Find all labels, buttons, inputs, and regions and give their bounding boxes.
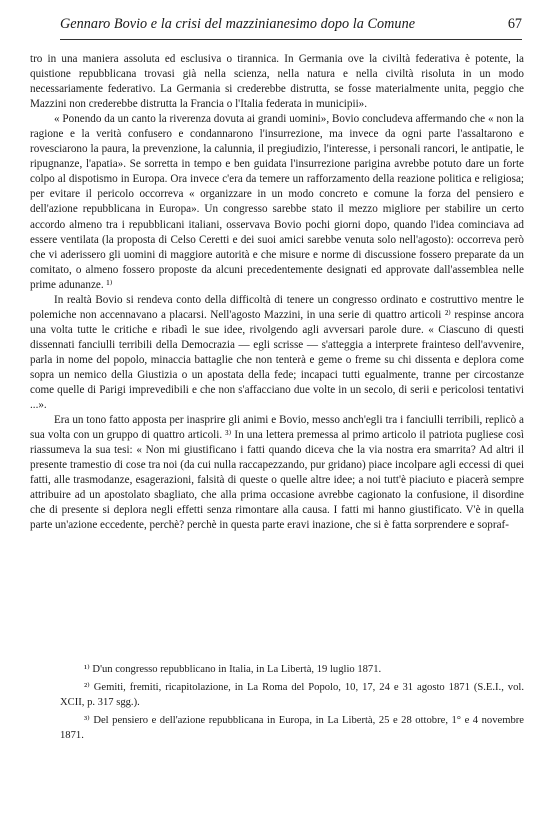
footnote-3: ³⁾ Del pensiero e dell'azione repubblicana in Europa, in La Libertà, 25 e 28 ottobre, 1° e 4 novembre 1871. xyxy=(60,714,524,741)
footnote-2: ²⁾ Gemiti, fremiti, ricapitolazione, in La Roma del Popolo, 10, 17, 24 e 31 agosto 1871 (S.E.I., vol. XCII, p. 317 sgg.). xyxy=(60,681,524,708)
paragraph-continuation: tro in una maniera assoluta ed esclusiva o tirannica. In Germania ove la civiltà federativa è potente, la quistione repubblicana trovasi già nella scienza, nella natura e nella civiltà risoluta in un modo necessariamente federativo. La Germania si crederebbe distrutta, se fosse materialmente unita, peggio che Mazzini non crederebbe distrutta la Francia o l'Italia federata in municipii». xyxy=(30,53,524,111)
page-number: 67 xyxy=(507,16,522,32)
paragraph: « Ponendo da un canto la riverenza dovuta ai grandi uomini», Bovio concludeva affermando che « non la ragione e la verità confusero e condannarono l'insurrezione, ma invece da ogni parte l'assaltarono e rovesciarono la paura, la prevenzione, la calunnia, il pregiudizio, l'interesse, i personali rancori, le antipatie, le ripugnanze, l'apatia». Se sorretta in tempo e ben guidata l'insurrezione parigina avrebbe potuto dare un forte colpo al dispotismo in Europa. Ora invece c'era da temere un rafforzamento della reazione politica e religiosa; per evitare il pericolo occorreva « organizzare in un modo concreto e comune la forza del pensiero e dell'azione repubblicana in Europa». Un congresso sarebbe stato il mezzo migliore per stabilire un certo accordo almeno tra i repubblicani italiani, osservava Bovio pochi giorni dopo, quando l'idea cominciava ad essere ventilata (la proposta di Celso Ceretti e dei suoi amici sarebbe venuta solo nell'agosto): occorreva però che vi aderissero gli uomini di maggiore autorità e che misure e norme di discussione fossero preparate da un comitato, o almeno fossero proposte da alcuni precedentemente designati ed approvate dall'assemblea nelle prime adunanze. ¹⁾ xyxy=(30,113,524,291)
header-rule xyxy=(60,39,522,40)
running-header xyxy=(60,14,522,36)
paragraph: Era un tono fatto apposta per inasprire gli animi e Bovio, messo anch'egli tra i fanciulli terribili, replicò a sua volta con un gruppo di quattro articoli. ³⁾ In una lettera premessa al primo articolo il patriota pugliese così riassumeva la sua tesi: « Non mi giustificano i fatti quando diceva che la via nostra era smarrita? Ad altri il presente tramestio di cose tra noi (da cui nulla raccapezzando, pur gridano) piace incolpare agli eccessi di quei fatti, alle trasmodanze, esagerazioni, falsità di queste o quelle altre idee; a noi tutt'è piaciuto e piacerà sempre attribuire ad un apostolato sbagliato, che alla prima occasione avrebbe cagionato la confusione, il disordine che di presente si deplora negli effetti senza rimontare alla causa. I fatti mi hanno giustificato. V'è in quella parte un'azione eccedente, perchè? perchè in questa parte eravi inazione, che si è fatta sorprendere e sopraf- xyxy=(30,414,524,532)
footnote-1: ¹⁾ D'un congresso repubblicano in Italia, in La Libertà, 19 luglio 1871. xyxy=(84,664,382,675)
footnotes xyxy=(60,662,524,746)
body-text xyxy=(30,52,524,534)
running-title: Gennaro Bovio e la crisi del mazzinianesimo dopo la Comune xyxy=(60,16,416,32)
paragraph: In realtà Bovio si rendeva conto della difficoltà di tenere un congresso ordinato e costruttivo mentre le polemiche non accennavano a placarsi. Nell'agosto Mazzini, in una serie di quattro articoli ²⁾ respinse ancora una volta tutte le critiche e ribadì le sue idee, rivolgendo agli avversari parole dure. « Ciascuno di questi dissennati fanciulli terribili della Democrazia — egli scrisse — s'atteggia a interprete frainteso dell'avvenire, parla in nome del popolo, minaccia battaglie che non tenterà e geme o freme su chi dissenta e deplora come sopra un nemico della Giustizia o un apostata della fede; incapaci tutti egualmente, tranne per circostanze come quelle di Parigi imprevedibili e che non s'affacciano due volte in un secolo, di serii e pericolosi tentativi ...». xyxy=(30,293,524,412)
